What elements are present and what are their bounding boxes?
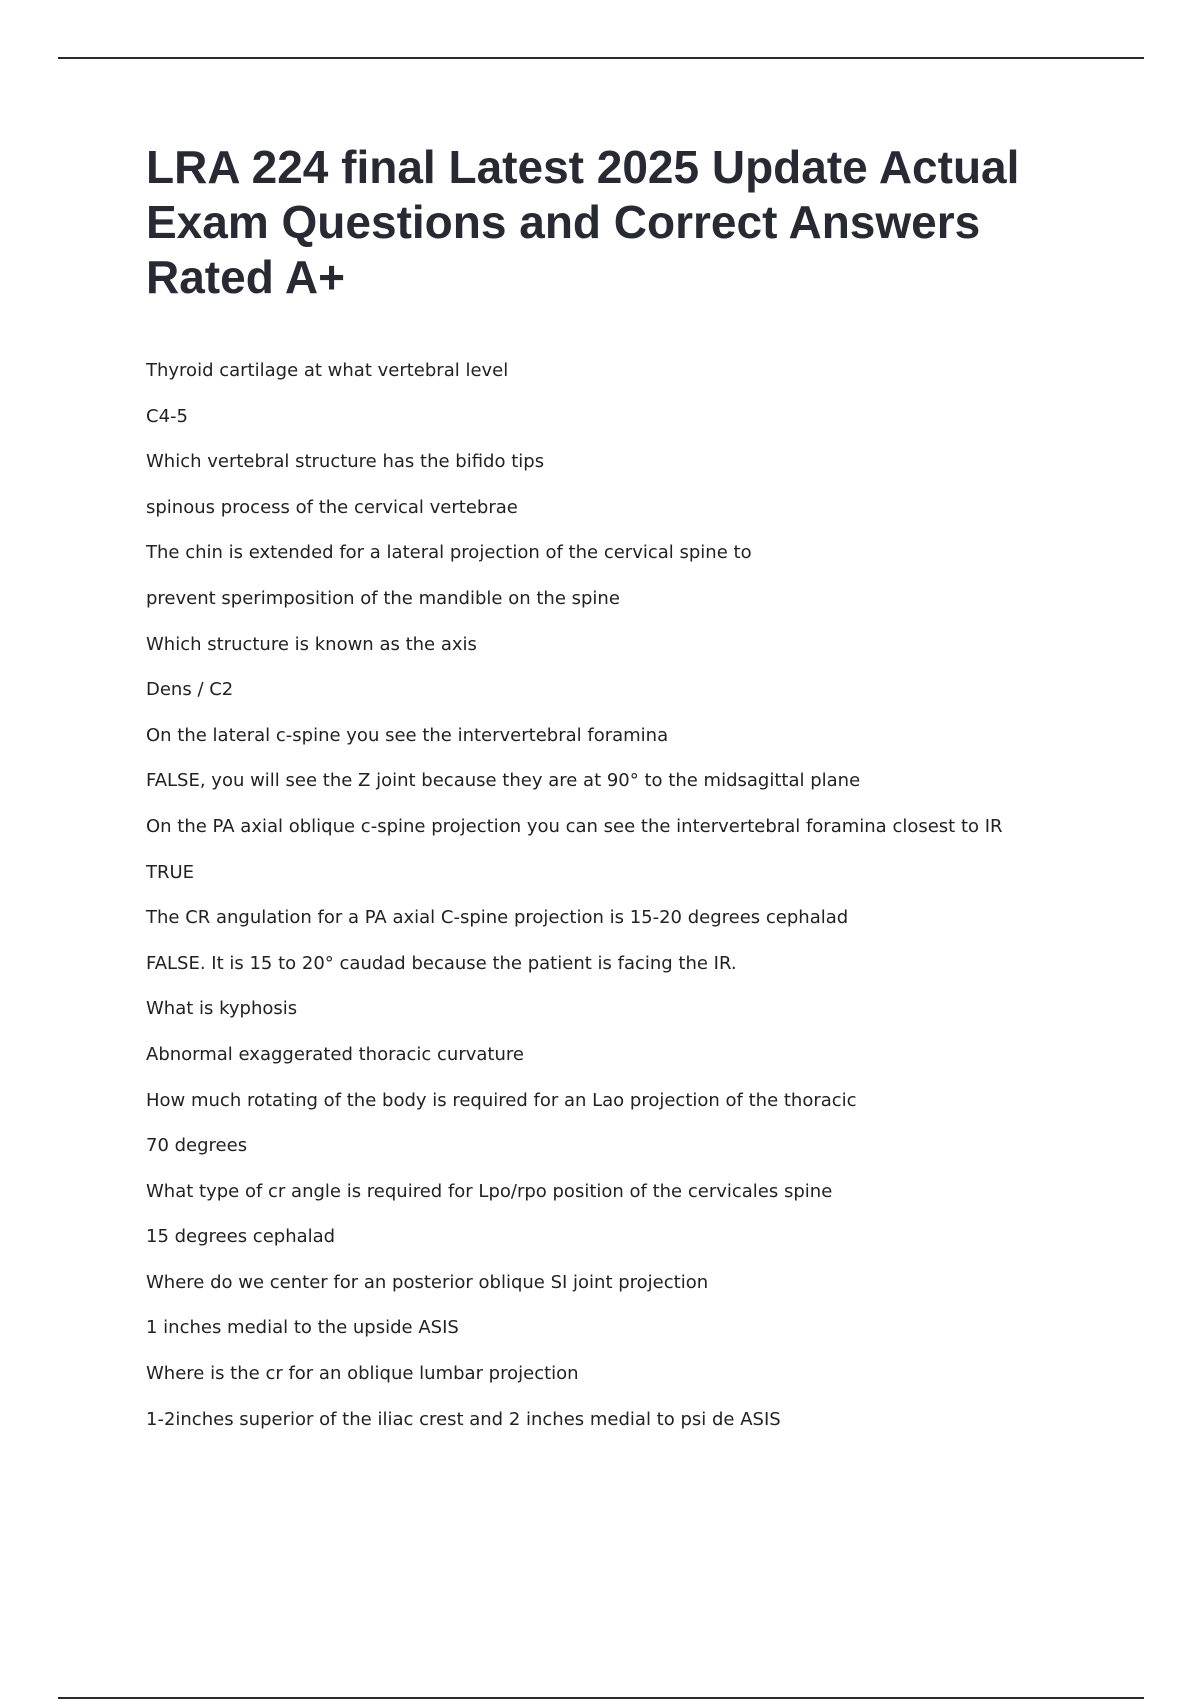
- question-line: On the PA axial oblique c-spine projection you can see the intervertebral foramina closest to IR: [146, 815, 1003, 837]
- answer-line: TRUE: [146, 861, 195, 883]
- qa-list: [146, 352, 1126, 1446]
- top-rule: [58, 57, 1144, 59]
- question-line: Where do we center for an posterior oblique SI joint projection: [146, 1271, 709, 1293]
- question-line: The chin is extended for a lateral projection of the cervical spine to: [146, 542, 752, 564]
- document-title: LRA 224 final Latest 2025 Update Actual Exam Questions and Correct Answers Rated A+: [146, 141, 1020, 303]
- question-line: Thyroid cartilage at what vertebral level: [146, 360, 509, 381]
- answer-line: FALSE. It is 15 to 20° caudad because the patient is facing the IR.: [146, 952, 737, 974]
- answer-line: C4-5: [146, 405, 188, 427]
- answer-line: 1 inches medial to the upside ASIS: [146, 1317, 459, 1339]
- answer-line: 15 degrees cephalad: [146, 1226, 336, 1248]
- answer-line: 70 degrees: [146, 1135, 248, 1157]
- question-line: How much rotating of the body is required for an Lao projection of the thoracic: [146, 1089, 857, 1111]
- bottom-rule: [58, 1697, 1144, 1699]
- answer-line: prevent sperimposition of the mandible on the spine: [146, 587, 620, 609]
- question-line: Which structure is known as the axis: [146, 633, 477, 655]
- answer-line: Abnormal exaggerated thoracic curvature: [146, 1043, 524, 1065]
- question-line: What is kyphosis: [146, 998, 298, 1020]
- question-line: Where is the cr for an oblique lumbar projection: [146, 1363, 579, 1385]
- answer-line: Dens / C2: [146, 679, 234, 701]
- answer-line: spinous process of the cervical vertebrae: [146, 496, 518, 518]
- question-line: Which vertebral structure has the bifido tips: [146, 451, 545, 473]
- question-line: The CR angulation for a PA axial C-spine projection is 15-20 degrees cephalad: [146, 907, 849, 929]
- question-line: On the lateral c-spine you see the intervertebral foramina: [146, 724, 669, 746]
- answer-line: 1-2inches superior of the iliac crest and 2 inches medial to psi de ASIS: [146, 1408, 781, 1430]
- answer-line: FALSE, you will see the Z joint because they are at 90° to the midsagittal plane: [146, 770, 861, 792]
- question-line: What type of cr angle is required for Lpo/rpo position of the cervicales spine: [146, 1180, 833, 1202]
